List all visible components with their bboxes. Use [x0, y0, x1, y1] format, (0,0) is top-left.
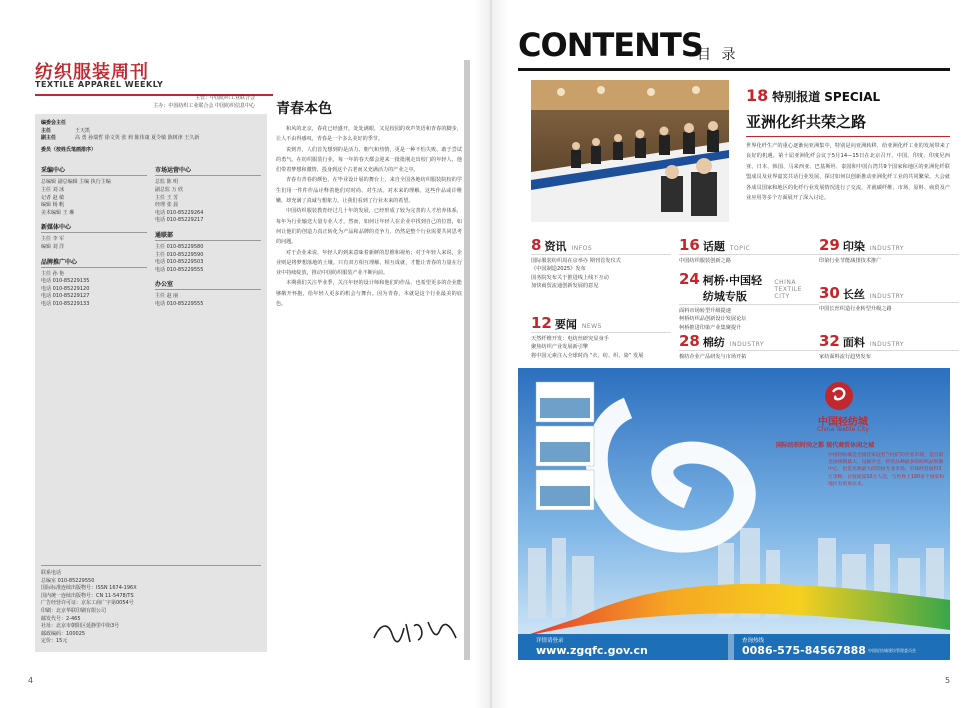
signature-image: [370, 616, 460, 648]
ad-phone: 0086-575-84567888: [742, 644, 866, 657]
publication-info-line: 联系电话: [41, 570, 62, 577]
staff-row: 电话 010-85229127: [41, 293, 90, 300]
board-members-label: [41, 147, 261, 155]
staff-row: 电话 010-85229135: [41, 278, 90, 285]
contents-page-number: 16: [679, 236, 700, 254]
essay-paragraph: 说到青，人们首先想到的是活力、朝气和热情，更是一种不怕失败、敢于尝试的勇气。在纺织服装行业，每一年的春天都会迎来一批批刚走出校门的年轻人，他们带着梦想和激情，投身到这个古老而又充满活力的产业之中。: [276, 146, 462, 174]
publication-info-line: 国内统一连续出版物号：CN 11-5478/TS: [41, 592, 134, 599]
staff-row: 主任 010-85229580: [155, 243, 204, 250]
contents-section-name: 要闻: [554, 318, 577, 331]
conference-photo-image: [531, 80, 729, 222]
divider: [41, 565, 261, 566]
ad-body: 中国轻纺城是全国首家冠名“中国”的专业市场，是目前全国规模最大、设施齐全、经营品种最多的纺织品集散中心，也是亚洲最大的轻纺专业市场。市场经营面料3万余种，日客流量10万人次，与世界上190多个国家和地区有贸易往来。: [828, 453, 944, 487]
contents-story-line: 聚焦纺织产业发展新引擎: [531, 344, 589, 351]
board-key: 主任: [41, 127, 52, 134]
ad-site-label: 详情请登录: [536, 638, 564, 644]
essay-body: [276, 124, 462, 309]
staff-section-heading: 采编中心: [41, 165, 147, 176]
masthead-subtitle: TEXTILE APPAREL WEEKLY: [35, 80, 164, 89]
contents-grid: [531, 236, 951, 364]
feature-section-en: SPECIAL: [824, 90, 881, 104]
contents-page-number: 30: [819, 284, 840, 302]
page-number-right: 5: [945, 676, 951, 685]
board-row: [41, 120, 261, 128]
staff-row: 总监 陈 明: [155, 179, 179, 186]
staff-section-heading: 市场运营中心: [155, 165, 261, 176]
staff-row: 副总监 万 欣: [155, 186, 184, 193]
contents-section-name: 长丝: [842, 288, 865, 301]
contents-item: [819, 332, 959, 361]
contents-item-heading: [679, 332, 819, 351]
masthead-org: [153, 94, 255, 110]
staff-row: 主任 王 芳: [155, 194, 179, 201]
publication-info: [41, 561, 261, 646]
contents-story-line: 柯桥纺织品创新设计发展论坛: [679, 316, 747, 323]
contents-story-line: 国际服装纺织周在京举办 期刊首发仪式: [531, 258, 621, 264]
contents-story-line: 中国长丝织造行业转型升级之路: [819, 306, 892, 312]
contents-item: [531, 314, 671, 360]
publication-info-line: 印刷：北京华联印刷有限公司: [41, 608, 107, 615]
essay-paragraph: 青春有青春的颜色，在毕业设计展的舞台上，来自全国各地纺织服装院校的学生们用一件件作品诠释着他们对时尚、对生活、对未来的理解。这些作品或许稚嫩，却充满了真诚与想象力，让我们看到了行业未来的希望。: [276, 177, 462, 205]
contents-story-line: 《中国制造2025》发布: [531, 266, 586, 273]
essay-paragraph: 和风的北京，春花已经盛开，处处满眼，又见校园的欢声笑语和青春的脚步，让人不由得感叹，青春是一个多么美好的季节。: [276, 126, 462, 143]
contents-story-line: 国务院发布关于推进线上线下互动: [531, 274, 609, 281]
board-value: 王天凯: [75, 127, 91, 134]
staff-row: 电话 010-85229133: [41, 300, 90, 307]
contents-title: CONTENTS: [518, 26, 703, 64]
contents-rule: [518, 68, 950, 71]
contents-item-heading: [531, 236, 671, 255]
staff-row: 主任 赵 丽: [155, 293, 179, 300]
contents-page-number: 29: [819, 236, 840, 254]
ad-brand-en: China Textile City: [817, 426, 869, 433]
contents-item-heading: [679, 270, 819, 305]
staff-row: 编辑 刘 洋: [41, 243, 65, 250]
staff-row: 主任 刘 冰: [41, 186, 65, 193]
ad-phone-label: 查询热线: [742, 638, 765, 644]
staff-row: 电话 010-85229264: [155, 209, 204, 216]
staff-row: 主任 孙 艳: [41, 270, 65, 277]
staff-section-heading: 新媒体中心: [41, 222, 147, 233]
contents-story-line: 家纺面料流行趋势发布: [819, 354, 871, 360]
contents-story-line: 面料市场转型升级提速: [679, 308, 731, 314]
publication-info-line: 广告经营许可证：京东工商广字第0054号: [41, 600, 134, 607]
staff-row: 电话 010-85229555: [155, 300, 204, 307]
feature-rule: [746, 136, 950, 137]
ad-footnote: 中国轻纺城建设管理委员会: [868, 648, 916, 653]
publication-info-line: 邮发代号：2-465: [41, 615, 81, 622]
contents-item-heading: [819, 332, 959, 351]
contents-page-number: 12: [531, 314, 552, 332]
staff-row: 主任 010-85229590: [155, 251, 204, 258]
contents-page-number: 28: [679, 332, 700, 350]
contents-story-line: 天然纤维开发：电纺丝研究显身手: [531, 336, 609, 342]
ad-artwork: [518, 368, 950, 660]
page-gutter: [474, 0, 508, 708]
contents-page-number: 24: [679, 270, 700, 288]
contents-subtitle: 目 录: [697, 47, 739, 63]
contents-section-en: INDUSTRY: [869, 341, 905, 348]
contents-item: [679, 236, 819, 265]
contents-item-heading: [819, 284, 959, 303]
staff-columns: [41, 160, 261, 308]
masthead-title: 纺织服装周刊: [35, 62, 149, 83]
staff-info-panel: [35, 114, 267, 652]
staff-row: 电话 010-85229555: [155, 266, 204, 273]
contents-story-line: 柯桥推进印染产业集聚提升: [679, 324, 742, 331]
publication-info-line: 总编室 010-85229550: [41, 577, 95, 584]
contents-item-heading: [679, 236, 819, 255]
ad-website: www.zgqfc.gov.cn: [536, 644, 648, 657]
contents-story-line: 加快商贸流通创新发展的意见: [531, 283, 599, 290]
contents-section-en: CHINA TEXTILE CITY: [774, 279, 802, 300]
contents-section-en: NEWS: [581, 323, 602, 330]
contents-item: [531, 236, 671, 291]
contents-item: [679, 332, 819, 361]
advertisement: [518, 368, 950, 660]
publication-info-line: 社址：北京市朝阳区延静里中街3号: [41, 623, 120, 630]
contents-section-en: TOPIC: [729, 245, 751, 252]
staff-row: 美术编辑 王 琳: [41, 209, 75, 216]
contents-item: [819, 236, 959, 265]
ad-brand: 中国轻纺城: [818, 417, 868, 428]
contents-section-name: 棉纺: [702, 336, 725, 349]
essay-paragraph: 本期我们关注毕业季，关注年轻的设计师和他们的作品，也希望更多的企业能够敞开怀抱，给年轻人更多的机会与舞台。因为青春，本就是这个行业最美的底色。: [276, 280, 462, 308]
contents-section-name: 印染: [842, 240, 865, 253]
board-key: 编委会主任: [41, 120, 67, 126]
conference-photo: [531, 80, 729, 222]
contents-section-name: 资讯: [544, 240, 567, 253]
contents-story-line: 中国纺织服装创新之路: [679, 258, 731, 264]
contents-story-line: 将中国元素注入全球时尚 “衣、纺、织、染” 发展: [531, 352, 644, 359]
contents-section-en: INDUSTRY: [869, 245, 905, 252]
contents-item-heading: [531, 314, 671, 333]
editorial-board: [41, 120, 261, 154]
essay-title: 青春本色: [276, 101, 332, 117]
board-key: 副主任: [41, 135, 57, 142]
staff-row: 总编辑 副总编辑 主编 执行主编: [41, 179, 111, 186]
staff-row: 编辑 杨 帆: [41, 202, 65, 209]
contents-section-en: INFOS: [571, 245, 593, 252]
staff-row: 主任 李 军: [41, 236, 65, 243]
contents-item-heading: [819, 236, 959, 255]
members-heading: 委员（按姓氏笔画排序）: [41, 146, 97, 153]
contents-story-line: 印染行业节能减排技术推广: [819, 258, 882, 264]
staff-section-heading: 通联部: [155, 230, 261, 241]
staff-col-right: [155, 160, 261, 308]
staff-col-left: [41, 160, 147, 308]
contents-section-en: INDUSTRY: [869, 293, 905, 300]
contents-section-name: 柯桥·中国轻纺城专版: [702, 274, 763, 303]
contents-item: [679, 270, 819, 332]
contents-story-line: 棉纺企业产品研发与市场开拓: [679, 354, 747, 360]
staff-row: 经理 张 晨: [155, 202, 179, 209]
contents-section-en: INDUSTRY: [729, 341, 765, 348]
essay-paragraph: 中国纺织服装教育经过几十年的发展，已经形成了较为完善的人才培养体系，每年为行业输送大量专业人才。然而，如何让年轻人在企业中找到自己的位置，如何让他们的创造力真正转化为产品和品牌的竞争力，仍然是整个行业需要共同思考的问题。: [276, 208, 462, 246]
masthead-org-line: 主办：中国纺织工业联合会 中国纺织信息中心: [153, 103, 255, 109]
editorial-essay: [276, 98, 462, 658]
board-row: [41, 135, 261, 143]
publication-info-line: 邮政编码：100025: [41, 630, 86, 637]
feature-section: 特别报道: [772, 90, 821, 104]
staff-section-heading: 品牌推广中心: [41, 257, 147, 268]
feature-headline: 亚洲化纤共荣之路: [746, 113, 867, 131]
contents-item: [819, 284, 959, 313]
masthead-org-line: 主管：中国纺织工业联合会: [194, 95, 255, 101]
publication-info-line: 定价：15元: [41, 638, 68, 645]
contents-section-name: 面料: [842, 336, 865, 349]
staff-row: 记者 赵 敏: [41, 194, 65, 201]
publication-info-lines: [41, 570, 261, 646]
contents-section-name: 话题: [702, 240, 725, 253]
page-number-left: 4: [28, 676, 34, 685]
staff-row: 电话 010-85229217: [155, 217, 204, 224]
feature-story: [746, 86, 950, 203]
publication-info-line: 国际标准连续出版物号：ISSN 1674-196X: [41, 585, 137, 592]
essay-paragraph: 对于企业来说，年轻人的到来意味着新鲜的思维和视角；对于年轻人来说，企业则是将梦想落地的土壤。只有双方相互理解、相互成就，才能让青春的力量在行业中持续绽放，推动中国纺织服装产业不断向前。: [276, 249, 462, 277]
feature-body: 世界化纤生产的重心逐渐向亚洲集中，特别是向亚洲转移，给亚洲化纤工业的发展带来了良好的机遇。第十届亚洲化纤会议于5月14—15日在北京召开，中国、印度、印度尼西亚、日本、韩国、马来西亚、巴基斯坦、泰国和中国台湾共9个国家和地区的亚洲化纤联盟成员及业界嘉宾共话行业发展，探讨如何以创新推动亚洲化纤工业的共同繁荣。大会就各成员国家和地区的化纤行业发展情况进行了交流，并就碳纤维、市场、原料、商贸及产业应用等多个方面展开了深入讨论。: [746, 143, 950, 202]
feature-page-number: 18: [746, 86, 769, 105]
board-value: 高 勇 孙瑞哲 徐文英 张 莉 陈伟康 夏令敏 陈树津 王久新: [75, 135, 200, 142]
feature-heading: [746, 86, 950, 105]
page-edge-tab: [464, 60, 470, 660]
staff-row: 电话 010-85229120: [41, 285, 90, 292]
ad-tagline: 国际纺织时尚之都 现代商贸休闲之城: [776, 442, 875, 449]
staff-section-heading: 办公室: [155, 279, 261, 290]
contents-page-number: 8: [531, 236, 542, 254]
contents-page-number: 32: [819, 332, 840, 350]
staff-row: 电话 010-85229503: [155, 259, 204, 266]
